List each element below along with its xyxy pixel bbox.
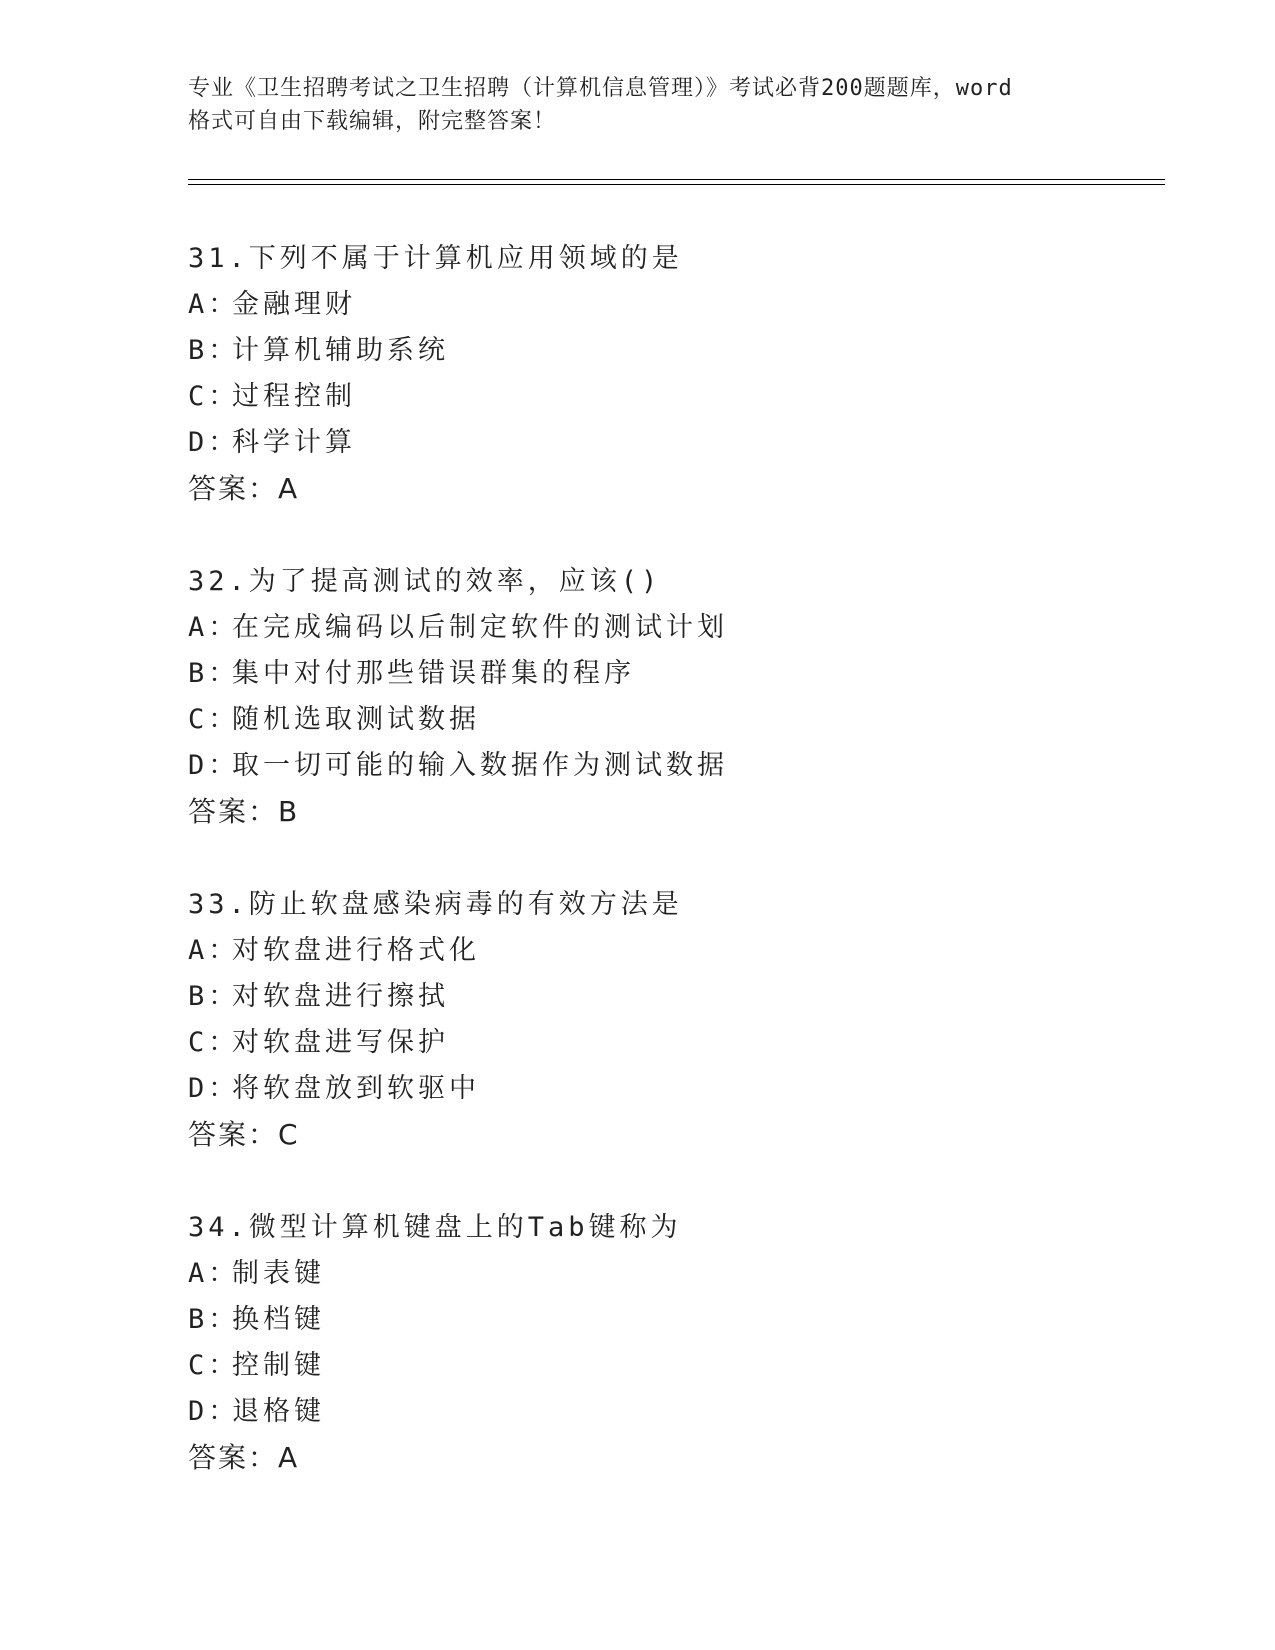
option-letter: C： — [188, 381, 240, 412]
question-list — [188, 236, 1168, 1528]
option-letter: C： — [188, 1027, 240, 1058]
option-text: 换档键 — [232, 1304, 325, 1335]
option-d — [188, 1389, 1168, 1435]
question-stem: 33.防止软盘感染病毒的有效方法是 — [188, 889, 683, 920]
option-b — [188, 974, 1168, 1020]
option-letter: A： — [188, 612, 240, 643]
option-text: 制表键 — [232, 1258, 325, 1289]
option-text: 退格键 — [232, 1396, 325, 1427]
option-a — [188, 282, 1168, 328]
option-text: 随机选取测试数据 — [232, 704, 480, 735]
question-32 — [188, 559, 1168, 835]
option-c — [188, 1343, 1168, 1389]
option-a — [188, 1251, 1168, 1297]
option-letter: D： — [188, 427, 240, 458]
option-c — [188, 697, 1168, 743]
question-stem: 34.微型计算机键盘上的Tab键称为 — [188, 1212, 682, 1243]
header-title-line-1: 专业《卫生招聘考试之卫生招聘（计算机信息管理）》考试必背200题题库，word — [188, 76, 1013, 101]
answer: 答案：C — [188, 1118, 300, 1151]
option-text: 金融理财 — [232, 289, 356, 320]
question-33 — [188, 882, 1168, 1158]
answer: 答案：B — [188, 795, 300, 828]
option-a — [188, 605, 1168, 651]
option-text: 对软盘进写保护 — [232, 1027, 449, 1058]
document-header — [188, 72, 1098, 138]
option-text: 对软盘进行格式化 — [232, 935, 480, 966]
question-34 — [188, 1205, 1168, 1481]
option-letter: D： — [188, 750, 240, 781]
option-letter: B： — [188, 335, 240, 366]
option-c — [188, 1020, 1168, 1066]
option-letter: A： — [188, 289, 240, 320]
option-letter: C： — [188, 704, 240, 735]
option-text: 将软盘放到软驱中 — [232, 1073, 480, 1104]
option-letter: C： — [188, 1350, 240, 1381]
answer: 答案：A — [188, 472, 300, 505]
question-31 — [188, 236, 1168, 512]
option-text: 取一切可能的输入数据作为测试数据 — [232, 750, 728, 781]
option-text: 过程控制 — [232, 381, 356, 412]
option-text: 控制键 — [232, 1350, 325, 1381]
option-letter: B： — [188, 981, 240, 1012]
option-d — [188, 743, 1168, 789]
option-text: 科学计算 — [232, 427, 356, 458]
option-letter: B： — [188, 1304, 240, 1335]
option-letter: B： — [188, 658, 240, 689]
option-letter: A： — [188, 1258, 240, 1289]
header-title-line-2: 格式可自由下载编辑，附完整答案！ — [188, 109, 557, 134]
option-text: 计算机辅助系统 — [232, 335, 449, 366]
option-text: 集中对付那些错误群集的程序 — [232, 658, 635, 689]
question-stem: 32.为了提高测试的效率，应该() — [188, 566, 662, 597]
option-text: 对软盘进行擦拭 — [232, 981, 449, 1012]
option-a — [188, 928, 1168, 974]
option-text: 在完成编码以后制定软件的测试计划 — [232, 612, 728, 643]
option-b — [188, 651, 1168, 697]
option-d — [188, 1066, 1168, 1112]
header-divider-bottom — [188, 184, 1165, 185]
option-b — [188, 1297, 1168, 1343]
option-b — [188, 328, 1168, 374]
option-d — [188, 420, 1168, 466]
header-divider-top — [188, 179, 1165, 180]
option-letter: D： — [188, 1396, 240, 1427]
option-letter: A： — [188, 935, 240, 966]
option-letter: D： — [188, 1073, 240, 1104]
question-stem: 31.下列不属于计算机应用领域的是 — [188, 243, 683, 274]
option-c — [188, 374, 1168, 420]
answer: 答案：A — [188, 1441, 300, 1474]
